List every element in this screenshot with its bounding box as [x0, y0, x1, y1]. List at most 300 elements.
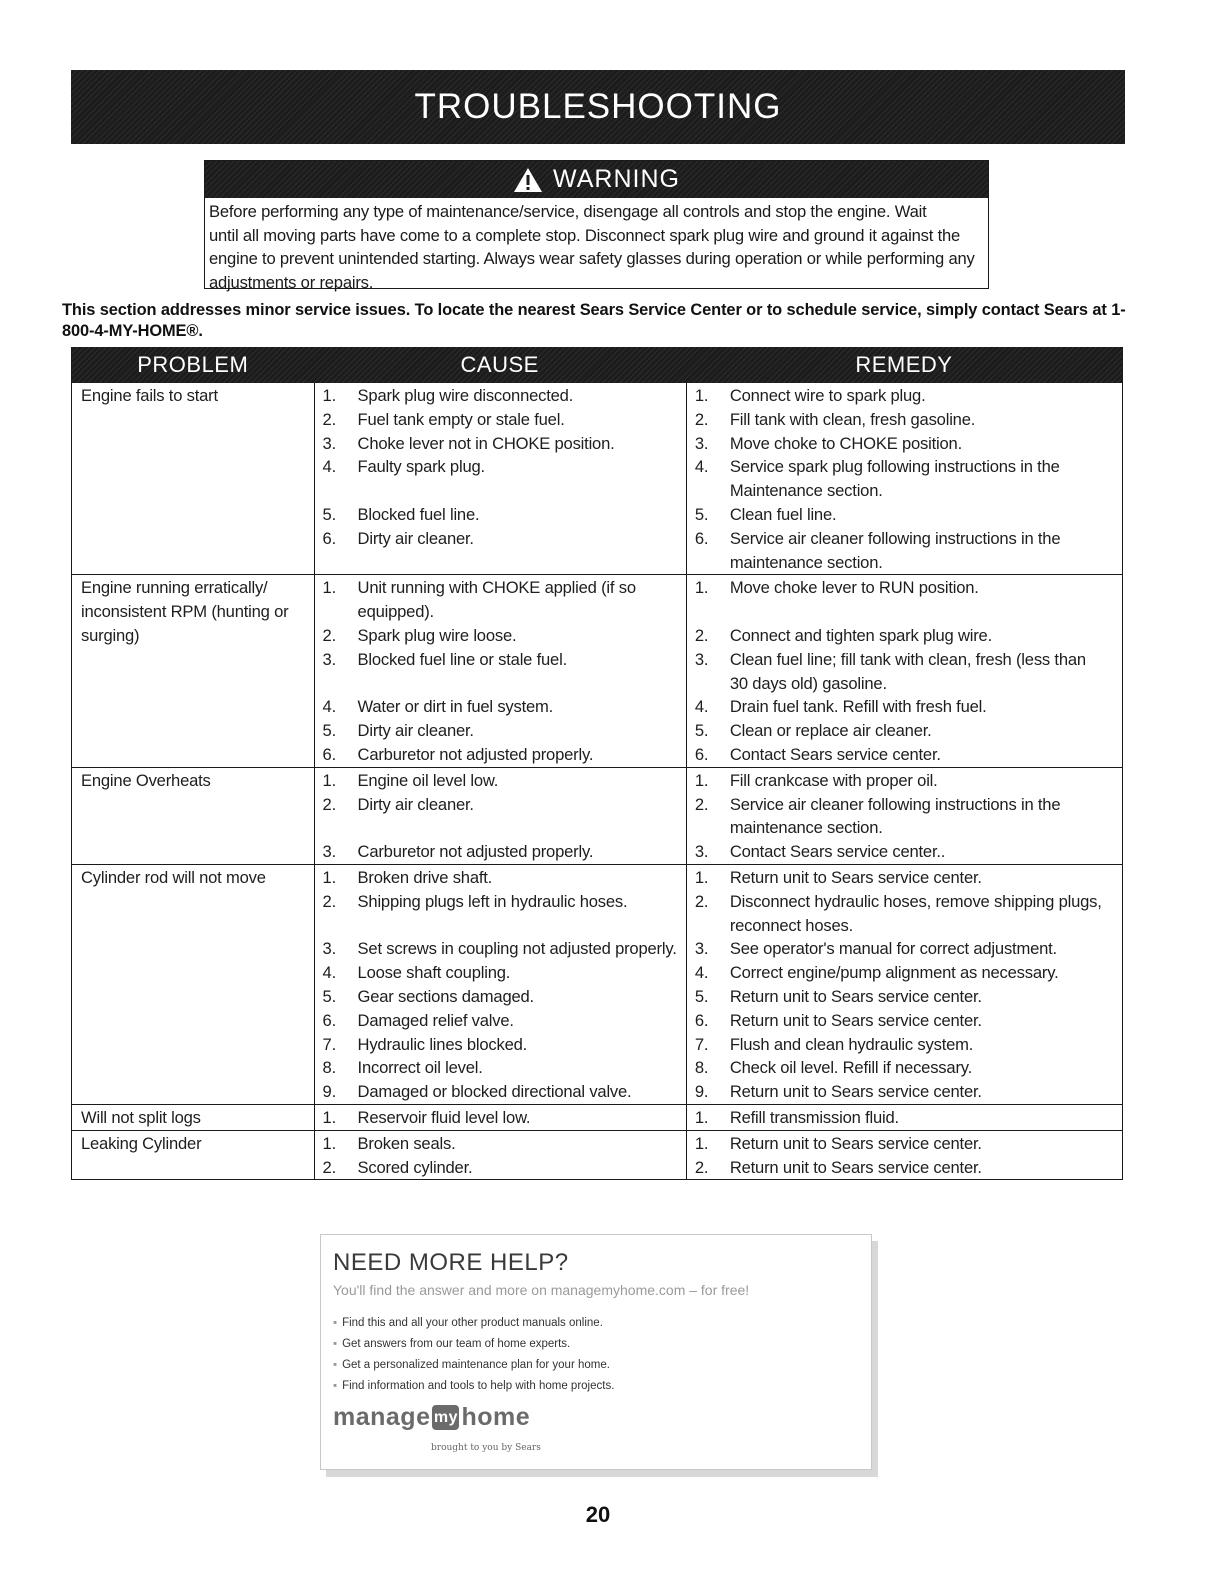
remedy-item-text	[730, 769, 1116, 793]
cause-item-line	[358, 914, 680, 938]
remedy-cell	[686, 1105, 1122, 1130]
remedy-item	[695, 985, 1116, 1009]
logo-my-badge: my	[432, 1405, 459, 1430]
remedy-item	[695, 1056, 1116, 1080]
cause-item-text	[358, 840, 680, 864]
cause-item-line: Unit running with CHOKE applied (if so	[357, 578, 636, 598]
remedy-item-line: Service spark plug following instructions in the	[729, 457, 1060, 477]
remedy-item-text	[730, 576, 1116, 624]
cause-item-line: Gear sections damaged.	[357, 986, 534, 1006]
remedy-item-text	[730, 527, 1116, 575]
remedy-item-number: 6.	[694, 528, 709, 548]
remedy-item-text	[730, 648, 1116, 696]
intro-text: This section addresses minor service issues. To locate the nearest Sears Service Center or to schedule service, simply contact Sears at 1-800-4-MY-HOME®.	[62, 301, 1126, 340]
cause-item-line: Carburetor not adjusted properly.	[357, 842, 594, 862]
remedy-item-number: 4.	[694, 457, 709, 477]
remedy-item-line: maintenance section.	[729, 818, 883, 838]
cause-cell	[314, 575, 686, 766]
remedy-item-line: Clean fuel line.	[729, 504, 837, 524]
table-header	[72, 347, 1122, 383]
remedy-item	[695, 695, 1116, 719]
help-bullet-text: Get a personalized maintenance plan for your home.	[342, 1359, 610, 1371]
cause-item-text	[358, 719, 680, 743]
remedy-item	[695, 1033, 1116, 1057]
cause-item-line: Damaged or blocked directional valve.	[357, 1082, 632, 1102]
remedy-item-number: 5.	[694, 721, 709, 741]
header-remedy: REMEDY	[855, 352, 953, 377]
cause-item	[323, 1009, 680, 1033]
cause-item	[323, 695, 680, 719]
warning-line: engine to prevent unintended starting. Always wear safety glasses during operation or while performing any	[209, 249, 975, 268]
remedy-item-line: Disconnect hydraulic hoses, remove shipping plugs,	[729, 891, 1102, 911]
help-list	[333, 1313, 614, 1397]
list-item	[333, 1376, 614, 1397]
remedy-item	[695, 1009, 1116, 1033]
remedy-item-number: 2.	[694, 409, 709, 429]
remedy-item-text	[730, 890, 1116, 938]
warning-line: Before performing any type of maintenance/service, disengage all controls and stop the engine. Wait	[209, 202, 927, 221]
remedy-item	[695, 503, 1116, 527]
remedy-item-line: Return unit to Sears service center.	[729, 1082, 982, 1102]
remedy-item-text	[730, 408, 1116, 432]
cause-item	[323, 576, 680, 624]
remedy-item-text	[730, 432, 1116, 456]
cause-item-number: 2.	[322, 409, 336, 429]
remedy-item	[695, 719, 1116, 743]
cause-item-text	[358, 455, 680, 503]
cause-item-number: 1.	[322, 1133, 336, 1153]
remedy-item	[695, 840, 1116, 864]
remedy-item-line: Move choke to CHOKE position.	[729, 433, 962, 453]
cause-item-number: 1.	[322, 386, 336, 405]
problem-text: Engine Overheats	[81, 770, 211, 790]
cause-item-number: 2.	[322, 625, 336, 645]
cause-item-line: equipped).	[357, 602, 434, 622]
remedy-item-text	[730, 1056, 1116, 1080]
cause-item-text	[358, 503, 680, 527]
managemyhome-logo	[333, 1403, 530, 1432]
cause-item-number: 4.	[322, 697, 336, 717]
cause-item-number: 9.	[322, 1082, 336, 1102]
remedy-item-text	[730, 793, 1116, 841]
help-subtitle: You'll find the answer and more on managemyhome.com – for free!	[333, 1282, 750, 1298]
cause-item-number: 2.	[322, 794, 336, 814]
remedy-item	[695, 648, 1116, 696]
warning-header	[205, 161, 988, 198]
problem-text: Cylinder rod will not move	[81, 867, 266, 887]
cause-cell	[314, 1131, 686, 1180]
problem-cell	[72, 768, 314, 864]
remedy-item-line: Return unit to Sears service center.	[729, 1133, 982, 1153]
problem-text: Leaking Cylinder	[81, 1133, 202, 1153]
remedy-item-text	[730, 695, 1116, 719]
cause-cell	[314, 383, 686, 574]
remedy-item-line: Clean or replace air cleaner.	[729, 721, 932, 741]
remedy-item-line	[730, 600, 1116, 624]
remedy-item-number: 2.	[694, 625, 709, 645]
remedy-item-number: 6.	[694, 1010, 709, 1030]
remedy-item-line: Service air cleaner following instructions in the	[729, 528, 1061, 548]
cause-item-number: 4.	[322, 963, 336, 983]
cause-item-text	[358, 624, 680, 648]
remedy-item-line: Service air cleaner following instructions in the	[729, 794, 1061, 814]
cause-item	[323, 1080, 680, 1104]
problem-cell	[72, 383, 314, 574]
cause-item-line: Blocked fuel line.	[357, 504, 480, 524]
cause-item-text	[358, 866, 680, 890]
remedy-item-text	[730, 743, 1116, 767]
remedy-item-number: 5.	[694, 504, 709, 524]
cause-item	[323, 432, 680, 456]
warning-line: adjustments or repairs.	[209, 272, 374, 292]
cause-item	[323, 866, 680, 890]
remedy-item	[695, 890, 1116, 938]
warning-box	[204, 160, 989, 292]
cause-item	[323, 1132, 680, 1156]
remedy-item	[695, 769, 1116, 793]
cause-item-text	[358, 384, 680, 408]
remedy-item	[695, 1156, 1116, 1180]
cause-item-line	[358, 672, 680, 696]
problem-text: Will not split logs	[81, 1107, 201, 1127]
table-row	[72, 1130, 1122, 1180]
cause-item-line: Choke lever not in CHOKE position.	[357, 433, 615, 453]
cause-item	[323, 985, 680, 1009]
cause-item-number: 6.	[322, 528, 336, 548]
cause-item-number: 8.	[322, 1058, 336, 1078]
remedy-item-number: 4.	[694, 963, 709, 983]
remedy-item-number: 1.	[694, 386, 709, 405]
cause-item-line: Scored cylinder.	[357, 1157, 473, 1177]
cause-item	[323, 840, 680, 864]
remedy-item	[695, 624, 1116, 648]
problem-text: Engine running erratically/	[81, 578, 268, 598]
remedy-item-number: 2.	[694, 794, 709, 814]
cause-item	[323, 743, 680, 767]
cause-item	[323, 961, 680, 985]
remedy-item-line: Contact Sears service center..	[729, 842, 946, 862]
cause-item-line: Faulty spark plug.	[357, 457, 485, 477]
cause-item	[323, 1033, 680, 1057]
remedy-cell	[686, 383, 1122, 574]
cause-item-number: 5.	[322, 721, 336, 741]
remedy-item-line: Correct engine/pump alignment as necessary.	[729, 963, 1059, 983]
logo-word-manage: manage	[333, 1403, 431, 1431]
cause-item-text	[358, 1156, 680, 1180]
help-bullet-text: Get answers from our team of home experts.	[342, 1338, 571, 1350]
cause-item-number: 7.	[322, 1034, 336, 1054]
remedy-item	[695, 1106, 1116, 1130]
table-row	[72, 574, 1122, 766]
remedy-item-number: 7.	[694, 1034, 709, 1054]
remedy-item-number: 1.	[694, 867, 709, 887]
cause-item-number: 1.	[322, 770, 336, 790]
list-item	[333, 1355, 614, 1376]
cause-item-text	[358, 576, 680, 624]
remedy-item-line: 30 days old) gasoline.	[729, 673, 887, 693]
cause-item	[323, 937, 680, 961]
cause-item-text	[358, 527, 680, 575]
cause-item-line: Dirty air cleaner.	[357, 528, 474, 548]
cause-item	[323, 1106, 680, 1130]
help-title: NEED MORE HELP?	[333, 1249, 569, 1276]
table-row	[72, 864, 1122, 1104]
remedy-item-text	[730, 961, 1116, 985]
cause-item-line: Carburetor not adjusted properly.	[357, 744, 594, 764]
table-body	[72, 383, 1122, 1179]
cause-item-line: Reservoir fluid level low.	[357, 1107, 531, 1127]
cause-item-number: 1.	[322, 1107, 336, 1127]
remedy-item-number: 1.	[694, 1107, 709, 1127]
cause-item-number: 2.	[322, 891, 336, 911]
bullet-icon: ▪	[333, 1380, 338, 1392]
problem-cell	[72, 865, 314, 1104]
remedy-item-line: Drain fuel tank. Refill with fresh fuel.	[729, 697, 987, 717]
remedy-item-number: 3.	[694, 649, 709, 669]
remedy-item	[695, 937, 1116, 961]
remedy-item-line: Check oil level. Refill if necessary.	[729, 1058, 973, 1078]
remedy-item-text	[730, 840, 1116, 864]
logo-tagline: brought to you by Sears	[431, 1443, 541, 1453]
remedy-cell	[686, 575, 1122, 766]
cause-cell	[314, 768, 686, 864]
cause-item-number: 5.	[322, 986, 336, 1006]
cause-item-line: Fuel tank empty or stale fuel.	[357, 409, 565, 429]
cause-item-number: 1.	[322, 867, 336, 887]
cause-item-line: Dirty air cleaner.	[357, 721, 474, 741]
cause-item	[323, 719, 680, 743]
cause-cell	[314, 865, 686, 1104]
cause-item-line: Dirty air cleaner.	[357, 794, 474, 814]
remedy-item-text	[730, 937, 1116, 961]
remedy-item-line: Return unit to Sears service center.	[729, 1010, 982, 1030]
cause-item	[323, 890, 680, 938]
problem-cell	[72, 575, 314, 766]
remedy-item-text	[730, 384, 1116, 408]
cause-item-number: 6.	[322, 744, 336, 764]
remedy-item-number: 4.	[694, 697, 709, 717]
header-problem: PROBLEM	[137, 352, 249, 377]
remedy-item-number: 3.	[694, 433, 709, 453]
cause-item	[323, 408, 680, 432]
remedy-cell	[686, 865, 1122, 1104]
remedy-item-line: Connect and tighten spark plug wire.	[729, 625, 992, 645]
cause-item-number: 4.	[322, 457, 336, 477]
remedy-item	[695, 793, 1116, 841]
header-cause: CAUSE	[460, 352, 539, 377]
remedy-item-line: reconnect hoses.	[729, 915, 854, 935]
cause-item-number: 1.	[322, 578, 336, 598]
problem-text: surging)	[81, 625, 140, 645]
remedy-cell	[686, 768, 1122, 864]
cause-item-line: Engine oil level low.	[357, 770, 499, 790]
cause-item-line: Damaged relief valve.	[357, 1010, 514, 1030]
remedy-item-line: See operator's manual for correct adjustment.	[729, 939, 1057, 959]
remedy-item-line: Return unit to Sears service center.	[729, 867, 982, 887]
problem-text: Engine fails to start	[81, 386, 218, 405]
cause-item-number: 5.	[322, 504, 336, 524]
cause-item-number: 3.	[322, 842, 336, 862]
remedy-item-number: 2.	[694, 891, 709, 911]
cause-item-line	[358, 816, 680, 840]
warning-line: until all moving parts have come to a complete stop. Disconnect spark plug wire and ground it against the	[209, 225, 961, 245]
cause-item-number: 3.	[322, 649, 336, 669]
cause-item-line: Loose shaft coupling.	[357, 963, 511, 983]
remedy-item-line: Flush and clean hydraulic system.	[729, 1034, 974, 1054]
remedy-item-text	[730, 1132, 1116, 1156]
remedy-item-text	[730, 1080, 1116, 1104]
remedy-item-number: 6.	[694, 744, 709, 764]
list-item	[333, 1334, 614, 1355]
remedy-item-text	[730, 1033, 1116, 1057]
remedy-item-text	[730, 1009, 1116, 1033]
cause-item-text	[358, 1106, 680, 1130]
need-more-help-box	[320, 1234, 872, 1470]
remedy-item-line: Return unit to Sears service center.	[729, 986, 982, 1006]
cause-item-text	[358, 695, 680, 719]
remedy-item	[695, 961, 1116, 985]
warning-text	[205, 198, 988, 294]
remedy-item-number: 2.	[694, 1157, 709, 1177]
cause-item-line: Hydraulic lines blocked.	[357, 1034, 528, 1054]
cause-item-line: Spark plug wire disconnected.	[357, 386, 574, 405]
remedy-item-line: Refill transmission fluid.	[729, 1107, 899, 1127]
cause-item-line: Blocked fuel line or stale fuel.	[357, 649, 567, 669]
cause-item-number: 6.	[322, 1010, 336, 1030]
remedy-item-number: 3.	[694, 842, 709, 862]
remedy-cell	[686, 1131, 1122, 1180]
cause-item	[323, 624, 680, 648]
cause-cell	[314, 1105, 686, 1130]
cause-item-text	[358, 1132, 680, 1156]
remedy-item	[695, 384, 1116, 408]
list-item	[333, 1313, 614, 1334]
cause-item-number: 3.	[322, 433, 336, 453]
help-bullet-text: Find this and all your other product manuals online.	[342, 1317, 603, 1329]
cause-item	[323, 527, 680, 575]
cause-item-line: Broken seals.	[357, 1133, 456, 1153]
remedy-item-number: 9.	[694, 1082, 709, 1102]
remedy-item-line: Connect wire to spark plug.	[729, 386, 926, 405]
cause-item	[323, 1156, 680, 1180]
cause-item-text	[358, 743, 680, 767]
remedy-item-text	[730, 1156, 1116, 1180]
remedy-item-line: Clean fuel line; fill tank with clean, fresh (less than	[729, 649, 1086, 669]
problem-text: inconsistent RPM (hunting or	[81, 602, 289, 622]
remedy-item-number: 1.	[694, 578, 709, 598]
cause-item-text	[358, 890, 680, 938]
cause-item-number: 2.	[322, 1157, 336, 1177]
cause-item-text	[358, 408, 680, 432]
cause-item-text	[358, 1033, 680, 1057]
bullet-icon: ▪	[333, 1338, 338, 1350]
cause-item-text	[358, 1056, 680, 1080]
cause-item	[323, 1056, 680, 1080]
remedy-item-number: 3.	[694, 939, 709, 959]
problem-cell	[72, 1105, 314, 1130]
cause-item-number: 3.	[322, 939, 336, 959]
warning-triangle-icon	[513, 167, 543, 193]
remedy-item-number: 1.	[694, 770, 709, 790]
remedy-item	[695, 743, 1116, 767]
cause-item-text	[358, 937, 680, 961]
cause-item-text	[358, 648, 680, 696]
remedy-item-line: Return unit to Sears service center.	[729, 1157, 982, 1177]
table-row	[72, 1104, 1122, 1130]
cause-item	[323, 648, 680, 696]
cause-item	[323, 503, 680, 527]
page-title: TROUBLESHOOTING	[414, 87, 782, 126]
remedy-item-line: maintenance section.	[729, 552, 883, 572]
remedy-item-number: 1.	[694, 1133, 709, 1153]
remedy-item-text	[730, 1106, 1116, 1130]
cause-item-text	[358, 432, 680, 456]
cause-item	[323, 793, 680, 841]
remedy-item-text	[730, 719, 1116, 743]
bullet-icon: ▪	[333, 1317, 338, 1329]
problem-cell	[72, 1131, 314, 1180]
warning-title: WARNING	[553, 165, 680, 193]
cause-item-line: Spark plug wire loose.	[357, 625, 517, 645]
cause-item-text	[358, 961, 680, 985]
remedy-item-text	[730, 985, 1116, 1009]
table-row	[72, 383, 1122, 574]
remedy-item	[695, 1132, 1116, 1156]
remedy-item-text	[730, 503, 1116, 527]
remedy-item-number: 8.	[694, 1058, 709, 1078]
remedy-item-number: 5.	[694, 986, 709, 1006]
cause-item-line: Water or dirt in fuel system.	[357, 697, 554, 717]
cause-item-line	[358, 551, 680, 575]
remedy-item-line: Fill tank with clean, fresh gasoline.	[729, 409, 976, 429]
cause-item-text	[358, 985, 680, 1009]
cause-item-text	[358, 1080, 680, 1104]
cause-item-text	[358, 769, 680, 793]
page-title-bar	[71, 70, 1125, 144]
remedy-item	[695, 1080, 1116, 1104]
cause-item-text	[358, 793, 680, 841]
cause-item-line	[358, 479, 680, 503]
cause-item-line: Incorrect oil level.	[357, 1058, 483, 1078]
cause-item-line: Broken drive shaft.	[357, 867, 493, 887]
cause-item	[323, 384, 680, 408]
cause-item-line: Set screws in coupling not adjusted properly.	[357, 939, 677, 959]
cause-item-line: Shipping plugs left in hydraulic hoses.	[357, 891, 628, 911]
remedy-item	[695, 527, 1116, 575]
remedy-item-text	[730, 624, 1116, 648]
cause-item-text	[358, 1009, 680, 1033]
remedy-item-line: Contact Sears service center.	[729, 744, 941, 764]
remedy-item	[695, 408, 1116, 432]
remedy-item-line: Fill crankcase with proper oil.	[729, 770, 938, 790]
remedy-item-line: Maintenance section.	[729, 481, 883, 501]
table-row	[72, 767, 1122, 864]
remedy-item-text	[730, 455, 1116, 503]
remedy-item-line: Move choke lever to RUN position.	[729, 578, 979, 598]
remedy-item	[695, 866, 1116, 890]
bullet-icon: ▪	[333, 1359, 338, 1371]
remedy-item	[695, 576, 1116, 624]
cause-item	[323, 769, 680, 793]
cause-item	[323, 455, 680, 503]
troubleshooting-table	[71, 347, 1123, 1180]
remedy-item	[695, 455, 1116, 503]
remedy-item-text	[730, 866, 1116, 890]
remedy-item	[695, 432, 1116, 456]
help-bullet-text: Find information and tools to help with home projects.	[342, 1380, 615, 1392]
page-number: 20	[585, 1502, 611, 1527]
logo-word-home: home	[461, 1403, 531, 1431]
